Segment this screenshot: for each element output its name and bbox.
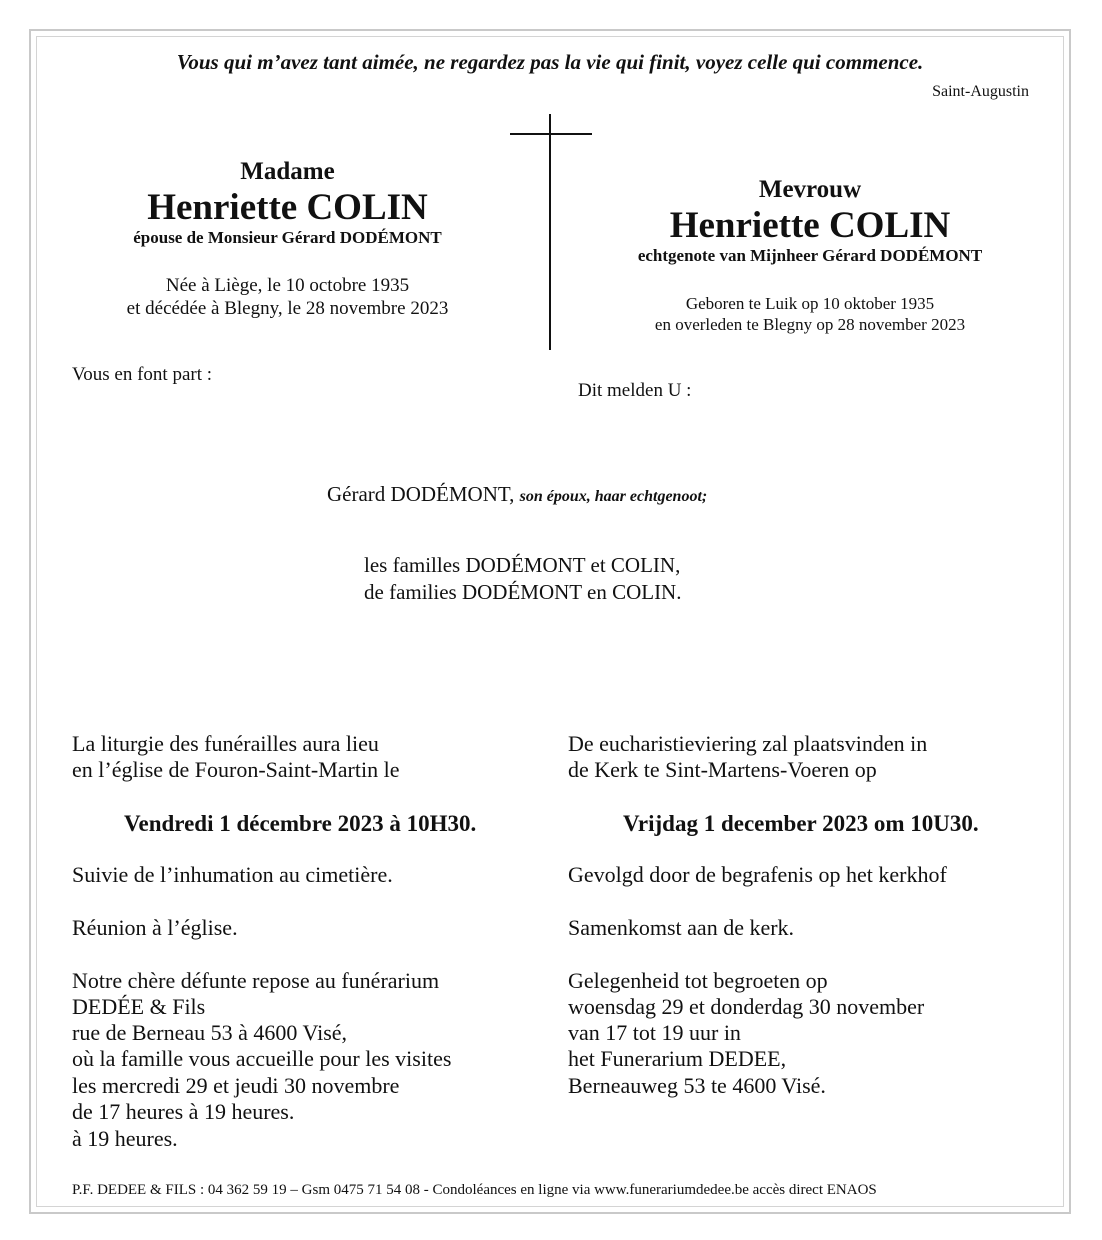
announce-fr: Vous en font part : (72, 364, 213, 385)
mourner-spouse-role: son époux, haar echtgenoot; (519, 488, 708, 505)
deceased-name-fr: Henriette COLIN (147, 187, 428, 228)
quote-author: Saint-Augustin (932, 83, 1029, 100)
rest-line-fr: où la famille vous accueille pour les visites (72, 1046, 452, 1071)
liturgy-line-2-fr: en l’église de Fouron-Saint-Martin le (72, 757, 400, 782)
deceased-name-nl: Henriette COLIN (669, 205, 951, 246)
liturgy-line-2-nl: de Kerk te Sint-Martens-Voeren op (568, 757, 877, 782)
rest-line-fr: à 19 heures. (72, 1126, 178, 1151)
liturgy-line-1-nl: De eucharistieviering zal plaatsvinden in (568, 731, 928, 756)
salutation-nl: Mevrouw (758, 176, 862, 203)
rest-line-fr: DEDÉE & Fils (72, 994, 206, 1019)
birth-line-nl: Geboren te Luik op 10 oktober 1935 (685, 294, 935, 313)
announce-nl: Dit melden U : (578, 380, 692, 401)
rest-line-fr: de 17 heures à 19 heures. (72, 1099, 295, 1124)
burial-line-nl: Gevolgd door de begrafenis op het kerkhof (568, 862, 947, 887)
birth-line-fr: Née à Liège, le 10 octobre 1935 (165, 275, 410, 296)
quote-text: Vous qui m’avez tant aimée, ne regardez pas la vie qui finit, voyez celle qui commence. (176, 50, 924, 74)
spouse-line-nl: echtgenote van Mijnheer Gérard DODÉMONT (637, 246, 983, 265)
mourner-spouse-name: Gérard DODÉMONT, (327, 482, 515, 506)
rest-line-nl: van 17 tot 19 uur in (568, 1020, 741, 1045)
death-line-fr: et décédée à Blegny, le 28 novembre 2023 (126, 298, 449, 319)
rest-line-nl: Gelegenheid tot begroeten op (568, 968, 828, 993)
families-nl: de families DODÉMONT en COLIN. (364, 580, 682, 604)
salutation-fr: Madame (240, 158, 335, 185)
rest-line-nl: woensdag 29 et donderdag 30 november (568, 994, 925, 1019)
burial-line-fr: Suivie de l’inhumation au cimetière. (72, 862, 393, 887)
spouse-line-fr: épouse de Monsieur Gérard DODÉMONT (133, 228, 442, 247)
rest-line-nl: Berneauweg 53 te 4600 Visé. (568, 1073, 826, 1098)
mourner-spouse (327, 481, 707, 510)
rest-line-nl: het Funerarium DEDEE, (568, 1046, 787, 1071)
footer-contact: P.F. DEDEE & FILS : 04 362 59 19 – Gsm 0475 71 54 08 - Condoléances en ligne via www.funerariumdedee.be accès direct ENAOS (72, 1182, 877, 1198)
reunion-line-nl: Samenkomst aan de kerk. (568, 915, 795, 940)
rest-line-fr: Notre chère défunte repose au funérarium (72, 968, 440, 993)
reunion-line-fr: Réunion à l’église. (72, 915, 238, 940)
families-fr: les familles DODÉMONT et COLIN, (364, 553, 681, 577)
rest-line-fr: les mercredi 29 et jeudi 30 novembre (72, 1073, 400, 1098)
funeral-date-fr: Vendredi 1 décembre 2023 à 10H30. (124, 811, 477, 836)
death-line-nl: en overleden te Blegny op 28 november 2023 (654, 315, 966, 334)
rest-line-fr: rue de Berneau 53 à 4600 Visé, (72, 1020, 348, 1045)
liturgy-line-1-fr: La liturgie des funérailles aura lieu (72, 731, 379, 756)
funeral-date-nl: Vrijdag 1 december 2023 om 10U30. (623, 811, 979, 836)
